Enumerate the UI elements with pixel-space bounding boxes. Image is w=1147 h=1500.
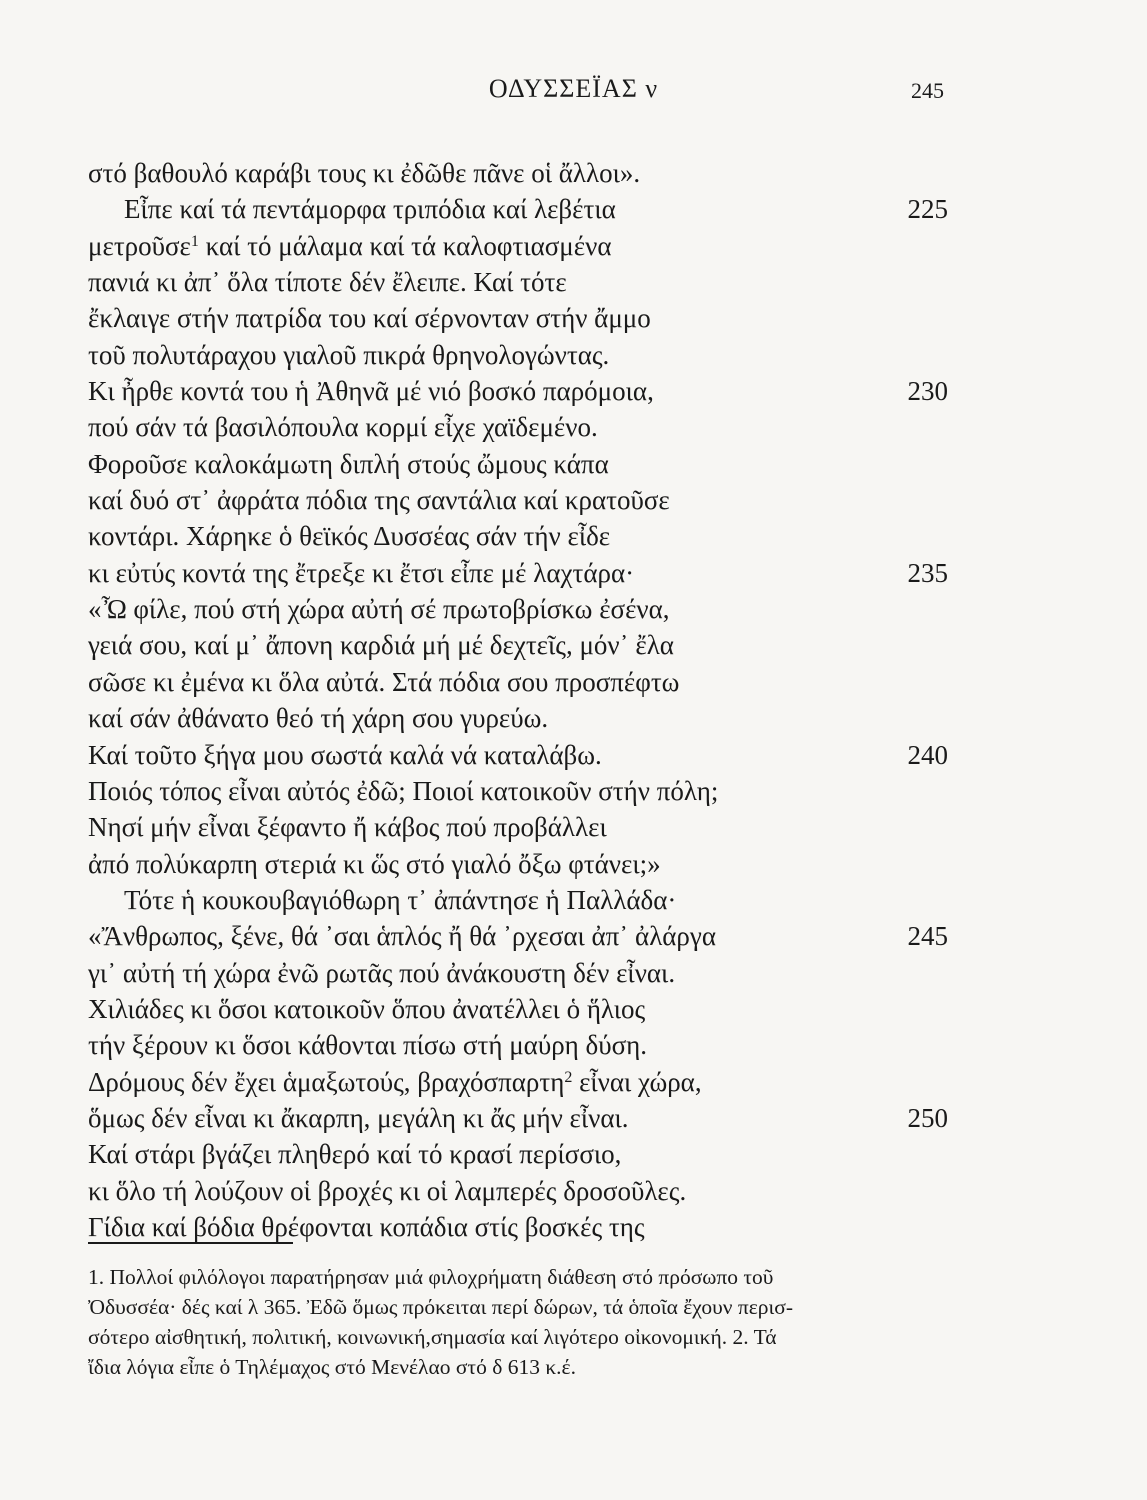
line-number: 225: [907, 194, 948, 225]
footnote-line: ἴδια λόγια εἶπε ὁ Τηλέμαχος στό Μενέλαο στό δ 613 κ.έ.: [88, 1355, 576, 1379]
verse-text: καί δυό στ᾽ ἀφράτα πόδια της σαντάλια καί κρατοῦσε: [88, 485, 670, 516]
verse-line: [88, 155, 948, 191]
verse-text: κι εὐτύς κοντά της ἔτρεξε κι ἔτσι εἶπε μέ λαχτάρα·: [88, 557, 635, 588]
page-header: [0, 74, 1147, 114]
footnote-marker: 2: [564, 1068, 573, 1086]
verse-line: [88, 882, 948, 918]
verse-line: [88, 664, 948, 700]
verse-text: τήν ξέρουν κι ὅσοι κάθονται πίσω στή μαύρη δύση.: [88, 1030, 648, 1061]
footnote-rule: [88, 1242, 293, 1244]
verse-text: ὅμως δέν εἶναι κι ἄκαρπη, μεγάλη κι ἄς μήν εἶναι.: [88, 1102, 629, 1133]
verse-line: [88, 228, 948, 264]
verse-line: [88, 482, 948, 518]
verse-line: [88, 627, 948, 663]
footnote-line: σότερο αἰσθητική, πολιτική, κοινωνική,σημασία καί λιγότερο οἰκονομική. 2. Τά: [88, 1325, 777, 1349]
verse-line: [88, 373, 948, 409]
verse-line: [88, 1173, 948, 1209]
verse-text: Εἶπε καί τά πεντάμορφα τριπόδια καί λεβέτια: [124, 194, 616, 225]
verse-line: [88, 518, 948, 554]
verse-line: [88, 337, 948, 373]
verse-text: Καί στάρι βγάζει πληθερό καί τό κρασί περίσσιο,: [88, 1139, 622, 1170]
verse-text: Κι ἦρθε κοντά του ἡ Ἀθηνᾶ μέ νιό βοσκό παρόμοια,: [88, 376, 654, 407]
verse-text: Δρόμους δέν ἔχει ἁμαξωτούς, βραχόσπαρτη$^2$ εἶναι χώρα,: [88, 1066, 702, 1097]
verse-text: πού σάν τά βασιλόπουλα κορμί εἶχε χαϊδεμένο.: [88, 412, 598, 443]
verse-line: [88, 1064, 948, 1100]
footnotes: [88, 1262, 950, 1382]
line-number: 240: [907, 739, 948, 770]
verse-text: στό βαθουλό καράβι τους κι ἐδῶθε πᾶνε οἱ ἄλλοι».: [88, 158, 641, 188]
verse-line: [88, 1027, 948, 1063]
verse-text: «Ἄνθρωπος, ξένε, θά ᾽σαι ἁπλός ἤ θά ᾽ρχεσαι ἀπ᾽ ἀλάργα: [88, 921, 716, 952]
verse-text: Τότε ἡ κουκουβαγιόθωρη τ᾽ ἀπάντησε ἡ Παλλάδα·: [124, 884, 677, 915]
verse-block: [88, 155, 948, 1245]
footnote-line: 1. Πολλοί φιλόλογοι παρατήρησαν μιά φιλοχρήματη διάθεση στό πρόσωπο τοῦ: [88, 1265, 774, 1289]
verse-line: [88, 409, 948, 445]
verse-line: [88, 809, 948, 845]
line-number: 230: [907, 376, 948, 407]
verse-text: Νησί μήν εἶναι ξέφαντο ἤ κάβος πού προβάλλει: [88, 812, 607, 843]
footnote-marker: 1: [190, 232, 199, 250]
verse-text: ἀπό πολύκαρπη στεριά κι ὥς στό γιαλό ὄξω φτάνει;»: [88, 848, 661, 879]
verse-text: Καί τοῦτο ξήγα μου σωστά καλά νά καταλάβω.: [88, 739, 602, 770]
verse-text: τοῦ πολυτάραχου γιαλοῦ πικρά θρηνολογώντας.: [88, 339, 610, 370]
page-number: 245: [911, 78, 944, 103]
verse-text: Γίδια καί βόδια θρέφονται κοπάδια στίς βοσκές της: [88, 1211, 645, 1242]
verse-text: κι ὅλο τή λούζουν οἱ βροχές κι οἱ λαμπερές δροσοῦλες.: [88, 1175, 687, 1206]
verse-line: [88, 918, 948, 954]
footnote-line: Ὀδυσσέα· δές καί λ 365. Ἐδῶ ὅμως πρόκειται περί δώρων, τά ὁποῖα ἔχουν περισ-: [88, 1295, 794, 1319]
verse-text: σῶσε κι ἐμένα κι ὅλα αὐτά. Στά πόδια σου προσπέφτω: [88, 666, 680, 697]
verse-text: μετροῦσε$^1$ καί τό μάλαμα καί τά καλοφτιασμένα: [88, 230, 612, 261]
verse-line: [88, 191, 948, 227]
verse-text: ἔκλαιγε στήν πατρίδα του καί σέρνονταν στήν ἄμμο: [88, 303, 651, 334]
verse-text: «Ὦ φίλε, πού στή χώρα αὐτή σέ πρωτοβρίσκω ἐσένα,: [88, 594, 670, 625]
verse-line: [88, 773, 948, 809]
verse-line: [88, 991, 948, 1027]
line-number: 245: [907, 921, 948, 952]
line-number: 250: [907, 1102, 948, 1133]
verse-line: [88, 1209, 948, 1245]
verse-line: [88, 700, 948, 736]
verse-text: Ποιός τόπος εἶναι αὐτός ἐδῶ; Ποιοί κατοικοῦν στήν πόλη;: [88, 775, 719, 806]
verse-text: γειά σου, καί μ᾽ ἄπονη καρδιά μή μέ δεχτεῖς, μόν᾽ ἔλα: [88, 630, 674, 661]
verse-text: Φοροῦσε καλοκάμωτη διπλή στούς ὤμους κάπα: [88, 448, 609, 479]
running-head: ΟΔΥΣΣΕΪΑΣ ν: [488, 74, 659, 103]
verse-line: [88, 446, 948, 482]
verse-line: [88, 555, 948, 591]
verse-text: καί σάν ἀθάνατο θεό τή χάρη σου γυρεύω.: [88, 703, 549, 734]
verse-text: κοντάρι. Χάρηκε ὁ θεϊκός Δυσσέας σάν τήν εἶδε: [88, 521, 611, 552]
verse-line: [88, 737, 948, 773]
verse-text: πανιά κι ἀπ᾽ ὅλα τίποτε δέν ἔλειπε. Καί τότε: [88, 267, 567, 298]
verse-line: [88, 591, 948, 627]
verse-line: [88, 846, 948, 882]
verse-line: [88, 1136, 948, 1172]
verse-line: [88, 955, 948, 991]
verse-text: Χιλιάδες κι ὅσοι κατοικοῦν ὅπου ἀνατέλλει ὁ ἥλιος: [88, 993, 646, 1024]
line-number: 235: [907, 557, 948, 588]
verse-line: [88, 264, 948, 300]
verse-text: γι᾽ αὐτή τή χώρα ἐνῶ ρωτᾶς πού ἀνάκουστη δέν εἶναι.: [88, 957, 676, 988]
verse-line: [88, 300, 948, 336]
verse-line: [88, 1100, 948, 1136]
